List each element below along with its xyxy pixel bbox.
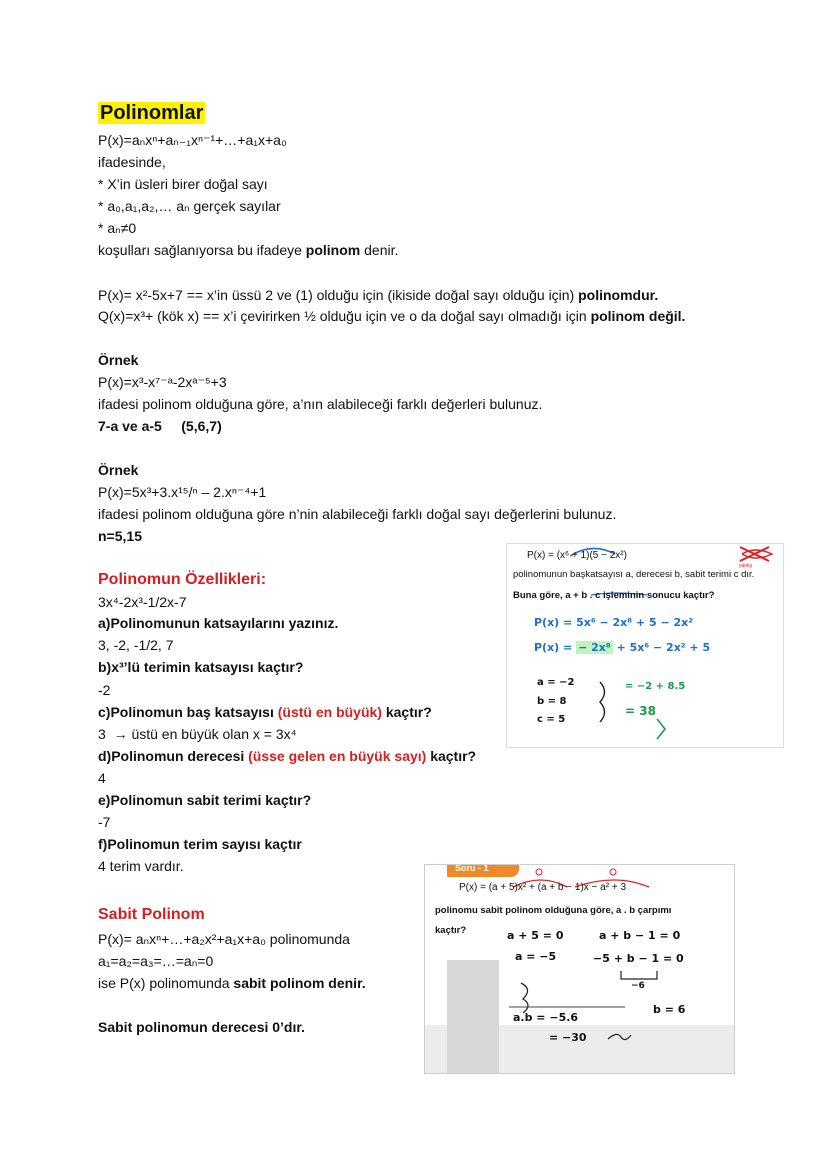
question-a: a)Polinomunun katsayılarını yazınız. [98, 615, 339, 631]
definition-formula: P(x)=aₙxⁿ+aₙ₋₁xⁿ⁻¹+…+a₁x+a₀ [98, 132, 287, 148]
example-q-line: Q(x)=x³+ (kök x) == x’i çevirirken ½ olduğu için ve o da doğal sayı olmadığı için polinom değil. [98, 308, 686, 324]
question-tab-label: Soru - 1 [455, 864, 489, 873]
card1-value-b: b = 8 [537, 696, 567, 707]
constant-poly-line: P(x)= aₙxⁿ+…+a₂x²+a₁x+a₀ polinomunda [98, 931, 350, 947]
card2-question: kaçtır? [435, 925, 467, 936]
card2-handwriting: a = −5 [515, 950, 557, 963]
card2-handwriting: b = 6 [653, 1003, 686, 1016]
question-e: e)Polinomun sabit terimi kaçtır? [98, 792, 312, 808]
card1-text: polinomunun başkatsayısı a, derecesi b, sabit terimi c dır. [513, 569, 755, 580]
example-question: ifadesi polinom olduğuna göre, a’nın alabileceği farklı değerleri bulunuz. [98, 396, 543, 412]
card2-handwriting: a.b = −5.6 [513, 1011, 579, 1024]
example-heading: Örnek [98, 462, 139, 478]
example-heading: Örnek [98, 352, 139, 368]
definition-line: ifadesinde, [98, 154, 166, 170]
worked-example-image-2 [424, 864, 735, 1074]
section-heading: Sabit Polinom [98, 906, 205, 923]
example-answer: n=5,15 [98, 528, 142, 544]
card2-handwriting: −6 [631, 981, 645, 991]
page-title: Polinomlar [100, 102, 204, 124]
answer-c: 3 → üstü en büyük olan x = 3x⁴ [98, 726, 297, 742]
example-question: ifadesi polinom olduğuna göre n’nin alabileceği farklı doğal sayı değerlerini bulunuz. [98, 506, 617, 522]
card1-handwriting: P(x) = 5x⁶ − 2x⁸ + 5 − 2x² [534, 616, 694, 629]
definition-line: * aₙ≠0 [98, 220, 137, 236]
question-c: c)Polinomun baş katsayısı (üstü en büyük) kaçtır? [98, 704, 432, 720]
answer-f: 4 terim vardır. [98, 858, 184, 874]
worked-example-image-1 [506, 543, 784, 748]
card2-handwriting: a + 5 = 0 [507, 929, 564, 942]
card2-text: polinomu sabit polinom olduğuna göre, a . b çarpımı [435, 905, 672, 916]
answer-a: 3, -2, -1/2, 7 [98, 637, 174, 653]
constant-poly-line: a₁=a₂=a₃=…=aₙ=0 [98, 953, 214, 969]
answer-b: -2 [98, 682, 111, 698]
section-heading: Polinomun Özellikleri: [98, 571, 267, 588]
card1-result: = 38 [625, 704, 656, 718]
example-formula: P(x)=5x³+3.x¹⁵/ⁿ – 2.xⁿ⁻⁴+1 [98, 484, 267, 500]
card2-handwriting: a + b − 1 = 0 [599, 929, 681, 942]
constant-poly-line: ise P(x) polinomunda sabit polinom denir. [98, 975, 366, 991]
question-f: f)Polinomun terim sayısı kaçtır [98, 836, 302, 852]
definition-conclusion: koşulları sağlanıyorsa bu ifadeye polinom denir. [98, 242, 399, 258]
card1-formula: P(x) = (x⁶ + 1)(5 − 2x²) [527, 550, 627, 561]
card1-question: Buna göre, a + b . c işleminin sonucu kaçtır? [513, 590, 715, 601]
example-p-line: P(x)= x²-5x+7 == x’in üssü 2 ve (1) olduğu için (ikiside doğal sayı olduğu için) polinomdur. [98, 287, 659, 303]
card1-corner-note: yanlış [739, 563, 753, 569]
definition-line: * X’in üsleri birer doğal sayı [98, 176, 268, 192]
constant-poly-degree: Sabit polinomun derecesi 0’dır. [98, 1019, 305, 1035]
card1-value-c: c = 5 [537, 714, 566, 725]
card2-formula: P(x) = (a + 5)x² + (a + b − 1)x − a² + 3 [459, 882, 627, 893]
card1-value-a: a = −2 [537, 677, 575, 688]
question-b: b)x³’lü terimin katsayısı kaçtır? [98, 659, 304, 675]
definition-line: * a₀,a₁,a₂,… aₙ gerçek sayılar [98, 198, 281, 214]
answer-e: -7 [98, 814, 111, 830]
card1-result: = −2 + 8.5 [625, 681, 686, 692]
question-d: d)Polinomun derecesi (üsse gelen en büyük sayı) kaçtır? [98, 748, 477, 764]
answer-d: 4 [98, 770, 106, 786]
card2-handwriting: −5 + b − 1 = 0 [593, 952, 684, 965]
example-formula: P(x)=x³-x⁷⁻ᵃ-2xᵃ⁻⁵+3 [98, 374, 227, 390]
example-polynomial: 3x⁴-2x³-1/2x-7 [98, 594, 187, 610]
card2-handwriting: = −30 [549, 1031, 587, 1044]
card1-handwriting: P(x) = − 2x⁸ + 5x⁶ − 2x² + 5 [534, 641, 711, 654]
example-answer: 7-a ve a-5 (5,6,7) [98, 418, 222, 434]
